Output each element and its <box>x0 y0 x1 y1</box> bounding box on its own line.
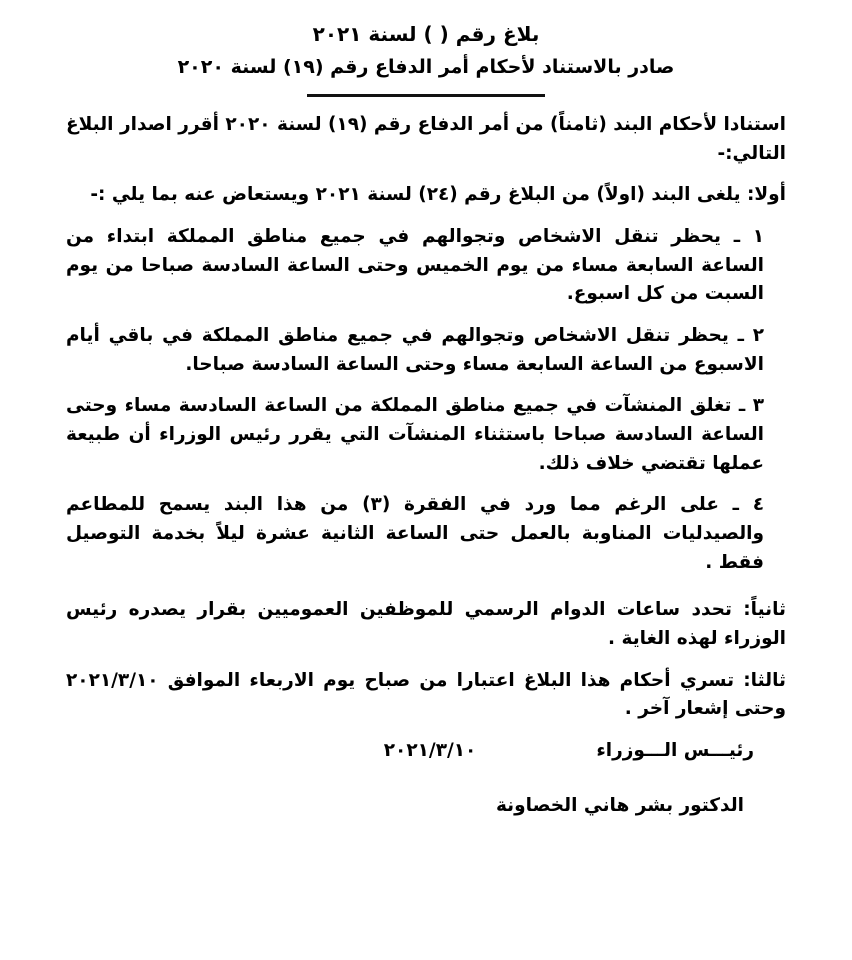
signature-date: ٢٠٢١/٣/١٠ <box>383 740 477 762</box>
signature-name: الدكتور بشر هاني الخصاونة <box>495 795 744 817</box>
intro-paragraph: استنادا لأحكام البند (ثامناً) من أمر الدفاع رقم (١٩) لسنة ٢٠٢٠ أقرر اصدار البلاغ التالي:- <box>66 114 786 164</box>
clause-item-1: ١ ـ يحظر تنقل الاشخاص وتجوالهم في جميع مناطق المملكة ابتداء من الساعة السابعة مساء من يوم الخميس وحتى الساعة السادسة صباحا من يوم السبت من كل اسبوع. <box>66 226 764 305</box>
signature-row <box>58 740 794 761</box>
document-subtitle: صادر بالاستناد لأحكام أمر الدفاع رقم (١٩) لسنة ٢٠٢٠ <box>177 56 675 78</box>
clause-item-4: ٤ ـ على الرغم مما ورد في الفقرة (٣) من هذا البند يسمح للمطاعم والصيدليات المناوبة بالعمل حتى الساعة الثانية عشرة ليلاً بخدمة التوصيل فقط . <box>66 494 764 573</box>
document-title: بلاغ رقم ( ) لسنة ٢٠٢١ <box>312 22 540 46</box>
header-divider <box>307 94 545 97</box>
second-clause-paragraph: ثانياً: تحدد ساعات الدوام الرسمي للموظفين العموميين بقرار يصدره رئيس الوزراء لهذه الغاية . <box>66 599 786 650</box>
clause-item-3: ٣ ـ تغلق المنشآت في جميع مناطق المملكة من الساعة السادسة مساء وحتى الساعة السادسة صباحا باستثناء المنشآت التي يقرر رئيس الوزراء أن طبيعة عملها تقتضي خلاف ذلك. <box>66 395 764 474</box>
document-header <box>58 22 794 78</box>
third-clause-paragraph: ثالثا: تسري أحكام هذا البلاغ اعتبارا من صباح يوم الاربعاء الموافق ٢٠٢١/٣/١٠ وحتى إشعار آخر . <box>66 669 786 720</box>
header-divider-wrap <box>58 94 794 97</box>
first-clause-paragraph: أولا: يلغى البند (اولاً) من البلاغ رقم (٢٤) لسنة ٢٠٢١ ويستعاض عنه بما يلي :- <box>90 184 786 206</box>
clause-item-2: ٢ ـ يحظر تنقل الاشخاص وتجوالهم في جميع مناطق المملكة في باقي أيام الاسبوع من الساعة السابعة مساء وحتى الساعة السادسة صباحا. <box>66 325 764 375</box>
signature-title: رئيـــس الـــوزراء <box>596 740 754 762</box>
